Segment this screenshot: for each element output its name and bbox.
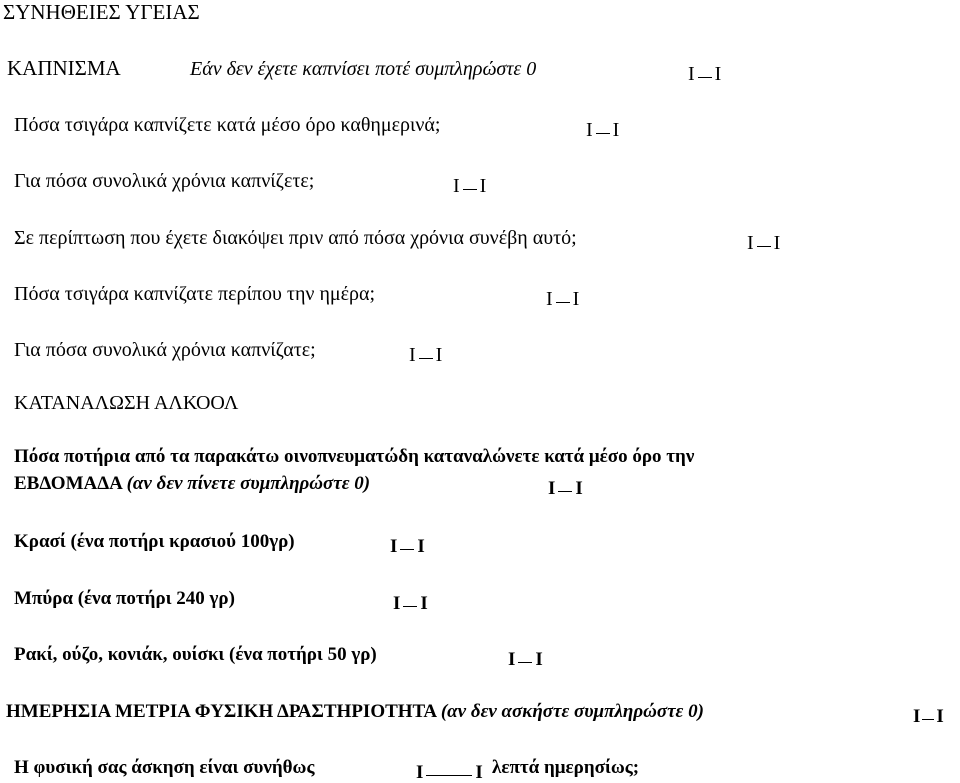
- alcohol-question-line1: Πόσα ποτήρια από τα παρακάτω οινοπνευματώδη καταναλώνετε κατά μέσο όρο την: [14, 446, 695, 467]
- field-bracket-right: I: [479, 175, 487, 197]
- smoking-heading: ΚΑΠΝΙΣΜΑ: [7, 56, 121, 80]
- alcohol-question-line2: [14, 474, 370, 493]
- past-years-smoking-field[interactable]: [409, 340, 442, 365]
- field-slot: [426, 756, 472, 776]
- field-bracket-right: I: [572, 288, 580, 310]
- field-bracket-left: I: [586, 119, 593, 141]
- field-slot: [558, 472, 572, 492]
- field-bracket-left: I: [548, 478, 556, 499]
- field-bracket-right: I: [535, 649, 543, 670]
- field-bracket-left: I: [546, 288, 553, 310]
- field-bracket-left: I: [416, 762, 424, 783]
- past-cigarettes-per-day-field[interactable]: [546, 284, 579, 309]
- physical-activity-note: (αν δεν ασκήστε συμπληρώστε 0): [440, 701, 704, 722]
- field-bracket-left: I: [390, 536, 398, 557]
- field-bracket-right: I: [417, 536, 425, 557]
- field-bracket-right: I: [714, 63, 722, 85]
- field-slot: [400, 530, 414, 550]
- alcohol-weekly-field[interactable]: [548, 474, 583, 498]
- exercise-question: Η φυσική σας άσκηση είναι συνήθως: [14, 757, 315, 778]
- spirits-field[interactable]: [508, 645, 543, 669]
- field-slot: [922, 700, 934, 720]
- cigarettes-per-day-field[interactable]: [586, 115, 619, 140]
- question-quit-years-ago: Σε περίπτωση που έχετε διακόψει πριν από πόσα χρόνια συνέβη αυτό;: [14, 227, 577, 249]
- smoking-instruction: Εάν δεν έχετε καπνίσει ποτέ συμπληρώστε 0: [190, 58, 537, 80]
- alcohol-heading: ΚΑΤΑΝΑΛΩΣΗ ΑΛΚΟΟΛ: [14, 392, 239, 414]
- field-slot: [596, 113, 610, 134]
- field-bracket-right: I: [475, 762, 483, 783]
- field-bracket-left: I: [913, 706, 921, 727]
- field-slot: [757, 226, 771, 247]
- section-title-health-habits: ΣΥΝΗΘΕΙΕΣ ΥΓΕΙΑΣ: [3, 0, 200, 24]
- spirits-label: Ρακί, ούζο, κονιάκ, ουίσκι (ένα ποτήρι 50 γρ): [14, 644, 377, 665]
- question-years-smoking: Για πόσα συνολικά χρόνια καπνίζετε;: [14, 170, 315, 192]
- beer-field[interactable]: [393, 589, 428, 613]
- field-slot: [463, 169, 477, 190]
- physical-activity-heading: ΗΜΕΡΗΣΙΑ ΜΕΤΡΙΑ ΦΥΣΙΚΗ ΔΡΑΣΤΗΡΙΟΤΗΤΑ: [6, 701, 437, 722]
- exercise-unit: λεπτά ημερησίως;: [492, 757, 640, 778]
- field-bracket-left: I: [688, 63, 695, 85]
- field-bracket-left: I: [393, 593, 401, 614]
- exercise-minutes-field[interactable]: [416, 758, 483, 782]
- wine-label: Κρασί (ένα ποτήρι κρασιού 100γρ): [14, 531, 295, 552]
- physical-activity-field[interactable]: [913, 702, 944, 726]
- question-cigarettes-per-day: Πόσα τσιγάρα καπνίζετε κατά μέσο όρο καθημερινά;: [14, 114, 441, 136]
- field-bracket-left: I: [409, 344, 416, 366]
- question-past-years-smoking: Για πόσα συνολικά χρόνια καπνίζατε;: [14, 339, 316, 361]
- field-slot: [698, 57, 712, 78]
- field-bracket-left: I: [508, 649, 516, 670]
- field-bracket-right: I: [936, 706, 944, 727]
- field-slot: [403, 587, 417, 607]
- years-smoking-field[interactable]: [453, 171, 486, 196]
- question-past-cigarettes-per-day: Πόσα τσιγάρα καπνίζατε περίπου την ημέρα;: [14, 283, 376, 305]
- field-bracket-right: I: [420, 593, 428, 614]
- field-bracket-right: I: [773, 232, 781, 254]
- field-bracket-right: I: [435, 344, 443, 366]
- alcohol-week-word: ΕΒΔΟΜΑΔΑ: [14, 473, 122, 494]
- field-bracket-left: I: [453, 175, 460, 197]
- alcohol-note: (αν δεν πίνετε συμπληρώστε 0): [126, 473, 371, 494]
- beer-label: Μπύρα (ένα ποτήρι 240 γρ): [14, 588, 235, 609]
- wine-field[interactable]: [390, 532, 425, 556]
- physical-activity-heading-line: [6, 702, 704, 721]
- field-slot: [518, 643, 532, 663]
- field-bracket-right: I: [575, 478, 583, 499]
- smoking-never-field[interactable]: [688, 59, 721, 84]
- field-slot: [419, 338, 433, 359]
- field-slot: [556, 282, 570, 303]
- quit-years-ago-field[interactable]: [747, 228, 780, 253]
- field-bracket-right: I: [612, 119, 620, 141]
- field-bracket-left: I: [747, 232, 754, 254]
